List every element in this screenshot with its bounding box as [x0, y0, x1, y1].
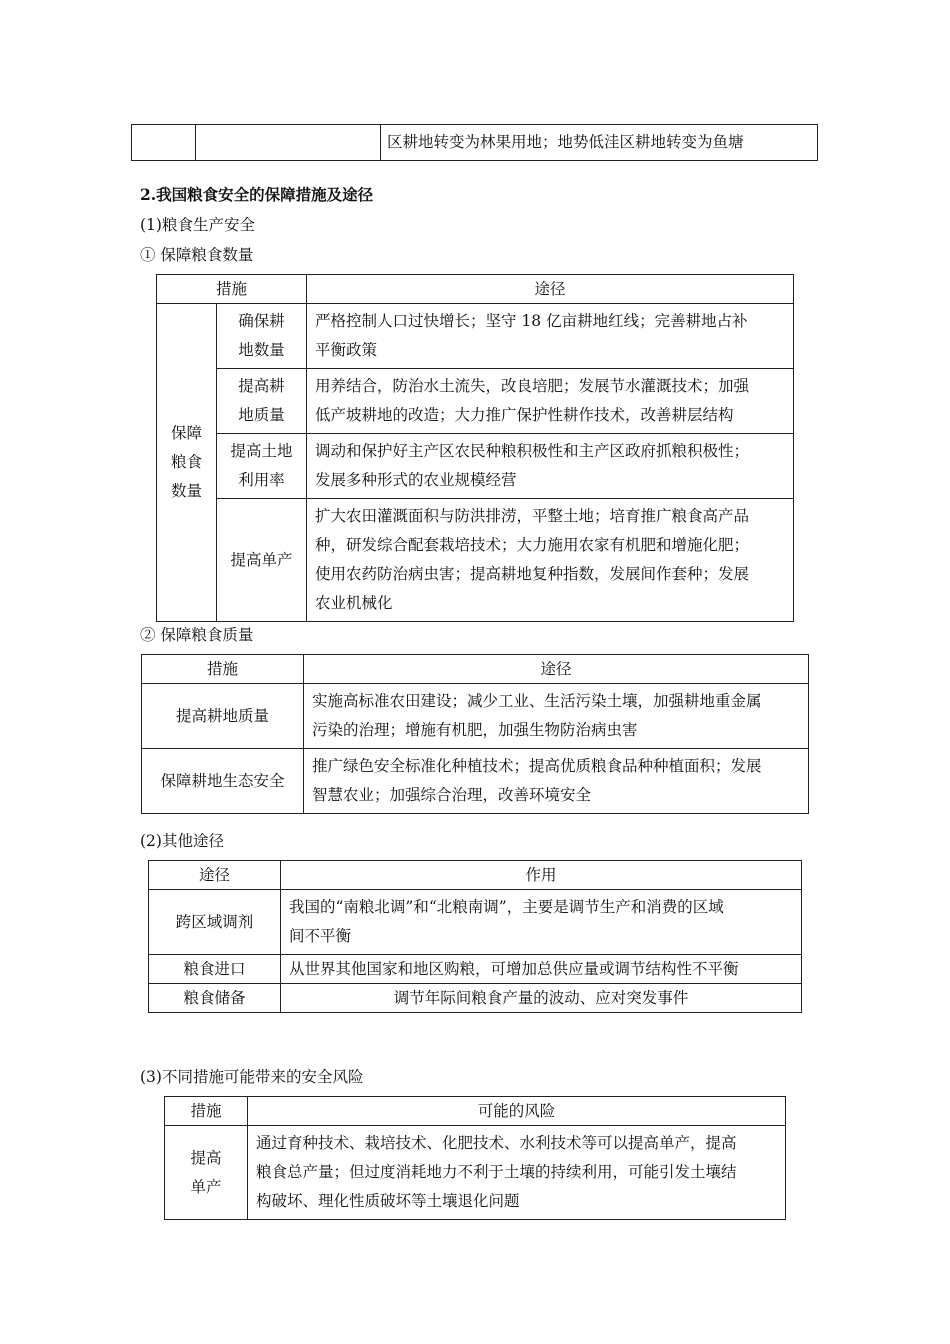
- measure-cell: [217, 499, 307, 622]
- measure-cell: [217, 304, 307, 369]
- table-row: [149, 890, 802, 955]
- header-cell: 途径: [149, 861, 281, 890]
- cell-line: 地数量: [238, 341, 285, 359]
- cell-line: 扩大农田灌溉面积与防洪排涝，平整土地；培育推广粮食高产品: [315, 507, 750, 525]
- header-cell: 措施: [165, 1097, 248, 1126]
- group-cell: [157, 304, 217, 622]
- effect-cell: [281, 890, 802, 955]
- cell-line: 单产: [190, 1177, 222, 1196]
- table-header-row: [142, 655, 809, 684]
- header-cell: 作用: [281, 861, 802, 890]
- group-label-line: 数量: [170, 482, 202, 500]
- cell-line: 发展多种形式的农业规模经营: [315, 471, 517, 489]
- cell-line: 调节年际间粮食产量的波动、应对突发事件: [393, 989, 689, 1007]
- cell-line: 平衡政策: [315, 341, 378, 359]
- table-row: [142, 749, 809, 814]
- subsection-heading: (1)粮食生产安全: [140, 216, 255, 234]
- measure-cell: 提高耕地质量: [142, 684, 304, 749]
- path-cell: [307, 499, 794, 622]
- table-cell: [196, 125, 381, 161]
- effect-cell: [281, 955, 802, 984]
- cell-line: 污染的治理；增施有机肥，加强生物防治病虫害: [312, 721, 638, 739]
- path-cell: 粮食进口: [149, 955, 281, 984]
- other-paths-table: [148, 860, 802, 1013]
- table-header-row: [165, 1097, 786, 1126]
- table-row: [157, 434, 794, 499]
- path-cell: [304, 684, 809, 749]
- grain-quantity-table: [156, 274, 794, 622]
- subsection-heading: (3)不同措施可能带来的安全风险: [140, 1068, 364, 1086]
- table-row: [157, 369, 794, 434]
- top-continuation-table: [131, 124, 818, 161]
- table-row: [132, 125, 818, 161]
- path-cell: [307, 304, 794, 369]
- cell-line: 提高耕: [238, 377, 285, 395]
- cell-line: 提高: [190, 1148, 222, 1167]
- path-cell: 粮食储备: [149, 984, 281, 1013]
- table-row: [149, 955, 802, 984]
- path-cell: [307, 369, 794, 434]
- cell-line: 调动和保护好主产区农民种粮积极性和主产区政府抓粮积极性；: [315, 442, 750, 460]
- table-row: [142, 684, 809, 749]
- header-cell: 措施: [157, 275, 307, 304]
- cell-line: 我国的“南粮北调”和“北粮南调”，主要是调节生产和消费的区域: [289, 898, 724, 916]
- cell-line: 低产坡耕地的改造；大力推广保护性耕作技术，改善耕层结构: [315, 406, 734, 424]
- group-label-line: 保障: [170, 424, 202, 442]
- table-header-row: [149, 861, 802, 890]
- grain-quality-table: [141, 654, 809, 814]
- table-row: [165, 1126, 786, 1220]
- risk-table: [164, 1096, 786, 1220]
- table-header-row: [157, 275, 794, 304]
- measure-cell: [165, 1126, 248, 1220]
- cell-line: 间不平衡: [289, 927, 352, 945]
- cell-line: 提高土地: [230, 442, 293, 460]
- cell-line: 构破坏、理化性质破坏等土壤退化问题: [256, 1192, 520, 1210]
- path-cell: 跨区域调剂: [149, 890, 281, 955]
- table-row: [149, 984, 802, 1013]
- item-heading: ② 保障粮食质量: [140, 626, 254, 644]
- cell-line: 种，研发综合配套栽培技术；大力施用农家有机肥和增施化肥；: [315, 536, 750, 554]
- cell-line: 使用农药防治病虫害；提高耕地复种指数，发展间作套种；发展: [315, 565, 750, 583]
- header-cell: 途径: [307, 275, 794, 304]
- cell-line: 严格控制人口过快增长；坚守 18 亿亩耕地红线；完善耕地占补: [315, 312, 748, 330]
- cell-line: 推广绿色安全标准化种植技术；提高优质粮食品种种植面积；发展: [312, 757, 762, 775]
- group-label-line: 粮食: [170, 453, 202, 471]
- header-cell: 措施: [142, 655, 304, 684]
- cell-line: 确保耕: [238, 312, 285, 330]
- table-row: [157, 499, 794, 622]
- section-title: 2.我国粮食安全的保障措施及途径: [140, 185, 374, 204]
- cell-line: 粮食总产量；但过度消耗地力不利于土壤的持续利用，可能引发土壤结: [256, 1163, 737, 1181]
- table-cell: 区耕地转变为林果用地；地势低洼区耕地转变为鱼塘: [381, 125, 818, 161]
- cell-line: 农业机械化: [315, 594, 393, 612]
- effect-cell: [281, 984, 802, 1013]
- path-cell: [304, 749, 809, 814]
- measure-cell: 保障耕地生态安全: [142, 749, 304, 814]
- cell-line: 从世界其他国家和地区购粮，可增加总供应量或调节结构性不平衡: [289, 960, 739, 978]
- table-cell: [132, 125, 196, 161]
- cell-line: 用养结合，防治水土流失，改良培肥；发展节水灌溉技术；加强: [315, 377, 750, 395]
- cell-line: 实施高标准农田建设；减少工业、生活污染土壤，加强耕地重金属: [312, 692, 762, 710]
- cell-line: 利用率: [238, 471, 285, 489]
- path-cell: [307, 434, 794, 499]
- measure-cell: [217, 434, 307, 499]
- table-row: [157, 304, 794, 369]
- cell-line: 地质量: [238, 406, 285, 424]
- cell-line: 通过育种技术、栽培技术、化肥技术、水利技术等可以提高单产，提高: [256, 1134, 737, 1152]
- cell-line: 智慧农业；加强综合治理，改善环境安全: [312, 786, 592, 804]
- risk-cell: [248, 1126, 786, 1220]
- header-cell: 可能的风险: [248, 1097, 786, 1126]
- measure-cell: [217, 369, 307, 434]
- subsection-heading: (2)其他途径: [140, 832, 224, 850]
- item-heading: ① 保障粮食数量: [140, 246, 254, 264]
- cell-line: 提高单产: [230, 550, 293, 569]
- header-cell: 途径: [304, 655, 809, 684]
